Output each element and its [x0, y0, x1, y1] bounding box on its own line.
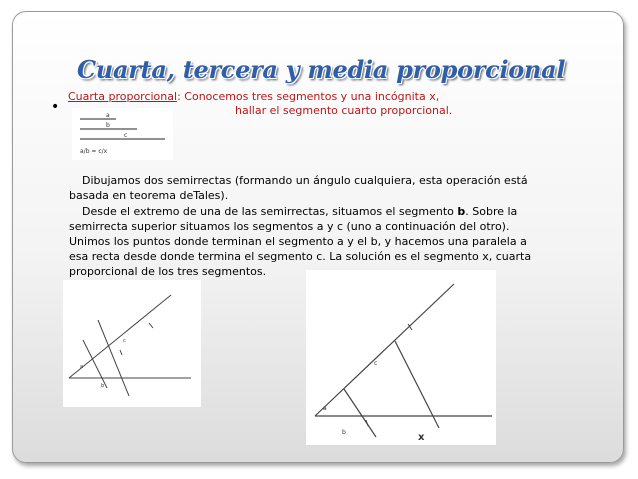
label-c-small: c [123, 338, 126, 344]
paragraph-1 [69, 173, 528, 203]
construction-figure-small [63, 280, 201, 407]
slide [12, 11, 624, 463]
segments-figure [72, 108, 173, 160]
label-x-large: x [418, 432, 425, 443]
paragraph-2 [69, 204, 531, 279]
paragraph-1-line: Dibujamos dos semirrectas (formando un ángulo cualquiera, esta operación está [82, 174, 528, 187]
segment-a-label: a [106, 112, 110, 119]
segment-b-label: b [106, 122, 110, 129]
construction-figure-large [306, 270, 496, 445]
bullet-colon: : [177, 90, 181, 103]
bullet-icon: • [51, 99, 60, 115]
bold-b: b [457, 205, 466, 218]
bullet-label: Cuarta proporcional [68, 90, 178, 103]
proportion-formula: a/b = c/x [80, 148, 108, 155]
paragraph-2-line: esa recta desde donde termina el segmento c. La solución es el segmento x, cuarta [69, 250, 532, 263]
bullet-line1: Conocemos tres segmentos y una incógnita x, [180, 90, 440, 103]
paragraph-2-line: Unimos los puntos donde terminan el segmento a y el b, y hacemos una paralela a [69, 235, 527, 248]
slide-title: Cuarta, tercera y media proporcional [77, 55, 566, 84]
paragraph-2-line: proporcional de los tres segmentos. [69, 265, 267, 278]
paragraph-1-line: basada en teorema deTales). [69, 189, 229, 202]
paragraph-2-line: semirrecta superior situamos los segmentos a y c (uno a continuación del otro). [69, 220, 510, 233]
label-b-small: b [101, 383, 105, 389]
bullet-line2: hallar el segmento cuarto proporcional. [235, 104, 453, 117]
paragraph-2-line: Desde el extremo de una de las semirrectas, situamos el segmento b. Sobre la [82, 205, 518, 218]
label-c-large: c [374, 360, 378, 367]
label-a-small: a [80, 364, 84, 370]
segment-c-label: c [124, 132, 128, 139]
label-a-large: a [323, 405, 327, 412]
bullet-text [68, 89, 439, 104]
label-b-large: b [342, 429, 346, 436]
